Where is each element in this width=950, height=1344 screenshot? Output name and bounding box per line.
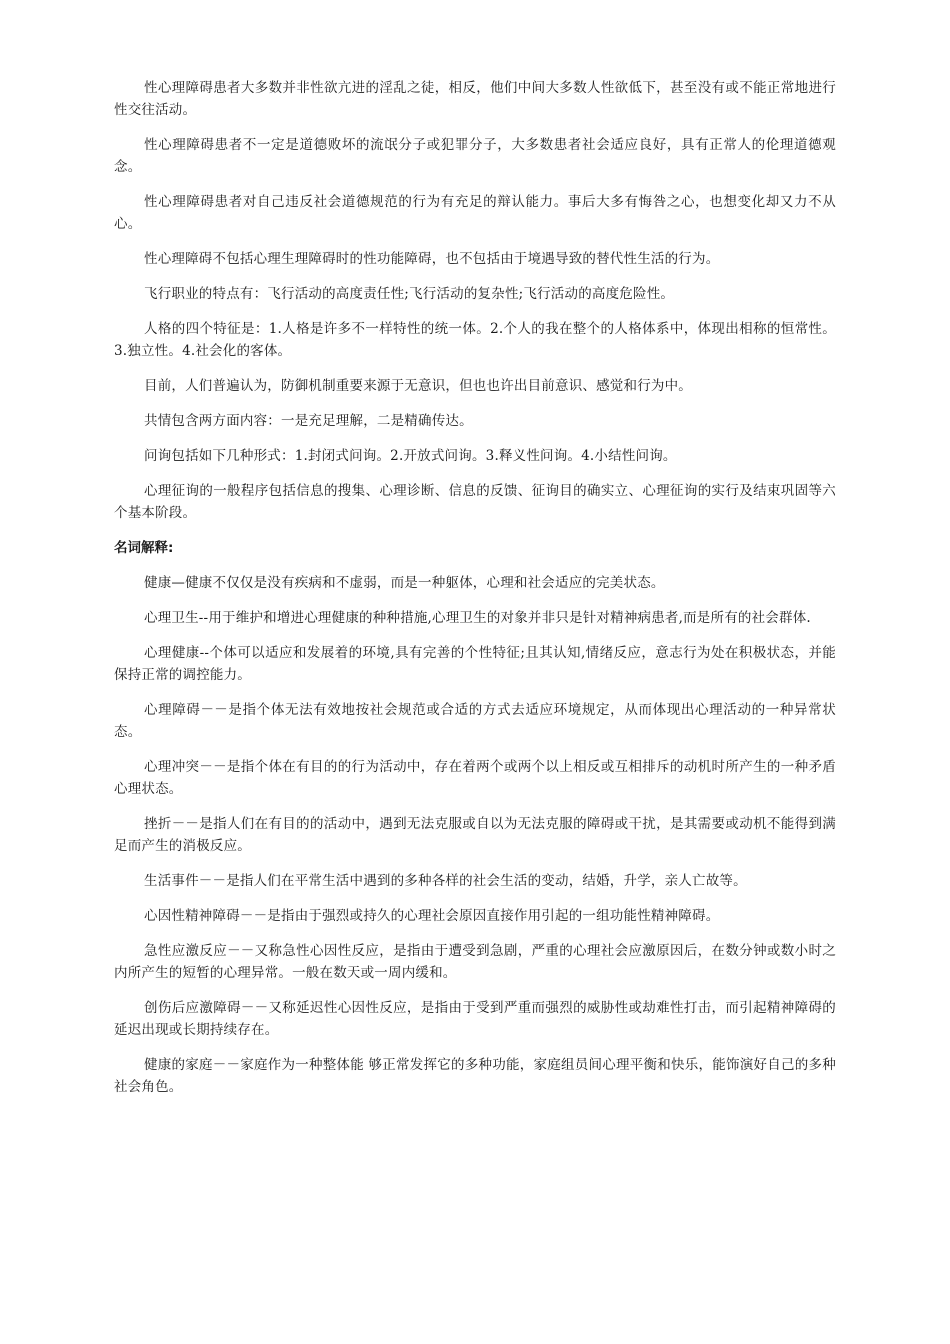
definition-paragraph: 生活事件－－是指人们在平常生活中遇到的多种各样的社会生活的变动，结婚，升学，亲人亡故等。	[144, 873, 747, 889]
paragraph: 性心理障碍患者不一定是道德败坏的流氓分子或犯罪分子，大多数患者社会适应良好，具有正常人的伦理道德观念。	[114, 137, 836, 175]
paragraph: 性心理障碍不包括心理生理障碍时的性功能障碍，也不包括由于境遇导致的替代性生活的行为。	[144, 251, 720, 267]
definition-paragraph: 健康—健康不仅仅是没有疾病和不虚弱，而是一种躯体，心理和社会适应的完美状态。	[144, 575, 665, 591]
definition-paragraph: 健康的家庭－－家庭作为一种整体能 够正常发挥它的多种功能，家庭组员间心理平衡和快乐，能饰演好自己的多种社会角色。	[114, 1057, 836, 1095]
definition-paragraph: 心理冲突－－是指个体在有目的的行为活动中，存在着两个或两个以上相反或互相排斥的动机时所产生的一种矛盾心理状态。	[114, 759, 836, 797]
document-page	[114, 77, 836, 1111]
definition-paragraph: 心理卫生--用于维护和增进心理健康的种种措施,心理卫生的对象并非只是针对精神病患者,而是所有的社会群体.	[144, 610, 811, 626]
definition-paragraph: 心理健康--个体可以适应和发展着的环境,具有完善的个性特征;且其认知,情绪反应，意志行为处在积极状态，并能保持正常的调控能力。	[114, 645, 836, 683]
paragraph: 性心理障碍患者对自己违反社会道德规范的行为有充足的辩认能力。事后大多有悔咎之心，也想变化却又力不从心。	[114, 194, 836, 232]
section-heading: 名词解释:	[114, 540, 174, 556]
definition-paragraph: 创伤后应激障碍－－又称延迟性心因性反应，是指由于受到严重而强烈的威胁性或劫难性打击，而引起精神障碍的延迟出现或长期持续存在。	[114, 1000, 836, 1038]
definition-paragraph: 心因性精神障碍－－是指由于强烈或持久的心理社会原因直接作用引起的一组功能性精神障碍。	[144, 908, 720, 924]
paragraph: 目前，人们普遍认为，防御机制重要来源于无意识，但也也许出目前意识、感觉和行为中。	[144, 378, 692, 394]
paragraph: 人格的四个特征是：1.人格是许多不一样特性的统一体。2.个人的我在整个的人格体系中，体现出相称的恒常性。3.独立性。4.社会化的客体。	[114, 321, 836, 359]
definition-paragraph: 挫折－－是指人们在有目的的活动中，遇到无法克服或自以为无法克服的障碍或干扰，是其需要或动机不能得到满足而产生的消极反应。	[114, 816, 836, 854]
definition-paragraph: 急性应激反应－－又称急性心因性反应，是指由于遭受到急剧，严重的心理社会应激原因后，在数分钟或数小时之内所产生的短暂的心理异常。一般在数天或一周内缓和。	[114, 943, 836, 981]
paragraph: 问询包括如下几种形式：1.封闭式问询。2.开放式问询。3.释义性问询。4.小结性问询。	[144, 448, 677, 464]
paragraph: 性心理障碍患者大多数并非性欲亢进的淫乱之徒，相反，他们中间大多数人性欲低下，甚至没有或不能正常地进行性交往活动。	[114, 80, 836, 118]
paragraph: 飞行职业的特点有：飞行活动的高度责任性;飞行活动的复杂性;飞行活动的高度危险性。	[144, 286, 675, 302]
paragraph: 心理征询的一般程序包括信息的搜集、心理诊断、信息的反馈、征询目的确实立、心理征询的实行及结束巩固等六个基本阶段。	[114, 483, 836, 521]
definition-paragraph: 心理障碍－－是指个体无法有效地按社会规范或合适的方式去适应环境规定，从而体现出心理活动的一种异常状态。	[114, 702, 836, 740]
paragraph: 共情包含两方面内容：一是充足理解，二是精确传达。	[144, 413, 473, 429]
